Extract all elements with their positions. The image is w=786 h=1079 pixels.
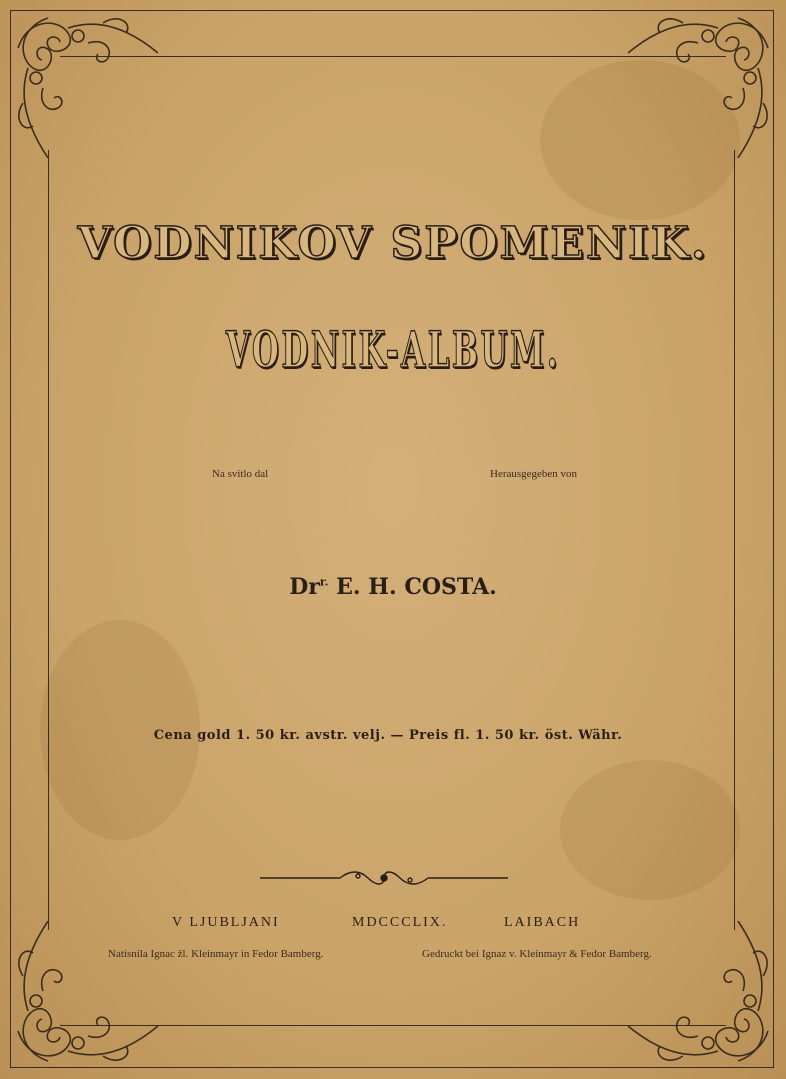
inner-border-top (60, 56, 726, 57)
publication-year: MDCCCLIX. (352, 915, 448, 930)
corner-ornament-icon (628, 8, 778, 158)
author-name: E. H. COSTA. (336, 574, 497, 600)
corner-ornament-icon (8, 8, 158, 158)
outer-border (10, 10, 774, 1068)
printer-german: Gedruckt bei Ignaz v. Kleinmayr & Fedor Bamberg. (422, 948, 652, 960)
corner-ornament-icon (628, 921, 778, 1071)
edited-by-slovene: Na svitlo dal (212, 468, 269, 480)
main-title: VODNIKOV SPOMENIK. (77, 218, 709, 269)
printer-slovene: Natisnila Ignac žl. Kleinmayr in Fedor Bamberg. (108, 948, 324, 960)
flourish-divider-icon (260, 868, 508, 888)
album-title: VODNIK-ALBUM. (225, 320, 561, 379)
price-line: Cena gold 1. 50 kr. avstr. velj. — Preis fl. 1. 50 kr. öst. Währ. (153, 728, 623, 743)
inner-border-bottom (60, 1025, 726, 1026)
place-slovene: V LJUBLJANI (172, 915, 280, 930)
edited-by-german: Herausgegeben von (490, 468, 578, 480)
author (0, 574, 786, 600)
author-prefix: Dr (289, 574, 320, 600)
corner-ornament-icon (8, 921, 158, 1071)
author-prefix-superscript: r. (319, 575, 329, 589)
place-german: LAIBACH (504, 915, 581, 930)
